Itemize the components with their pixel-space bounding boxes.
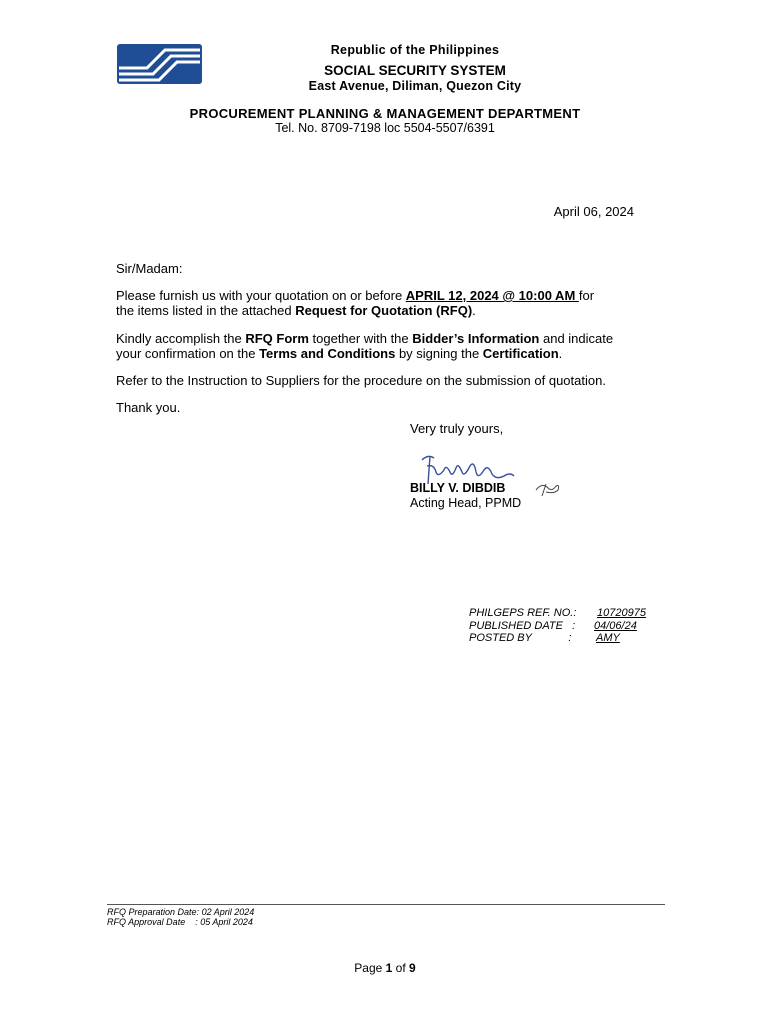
certification-label: Certification (482, 346, 559, 361)
text-segment: . (472, 303, 476, 318)
header-republic: Republic of the Philippines (330, 43, 500, 57)
posted-value: AMY (596, 632, 620, 644)
rfq-label: Request for Quotation (RFQ) (295, 303, 473, 318)
footer-dates (107, 907, 254, 927)
approval-value: 05 April 2024 (200, 917, 253, 927)
philgeps-value: 10720975 (597, 607, 646, 619)
ref-row-posted (469, 632, 646, 645)
footer-approval-row (107, 917, 254, 927)
closing: Very truly yours, (410, 421, 504, 436)
posted-label: POSTED BY : (469, 632, 572, 644)
thank-you: Thank you. (116, 400, 181, 415)
letter-date: April 06, 2024 (553, 204, 634, 219)
text-segment: Please furnish us with your quotation on or before (116, 288, 406, 303)
terms-label: Terms and Conditions (259, 346, 396, 361)
initials-mark (534, 480, 562, 498)
deadline: APRIL 12, 2024 @ 10:00 AM (405, 288, 579, 303)
salutation: Sir/Madam: (116, 261, 183, 276)
text-segment: together with the (308, 331, 413, 346)
bidders-info-label: Bidder’s Information (412, 331, 540, 346)
paragraph-instructions (116, 331, 613, 361)
footer-divider (107, 904, 665, 905)
text-segment: Kindly accomplish the (116, 331, 246, 346)
page-text: of (392, 961, 410, 975)
page-number (0, 961, 770, 975)
paragraph-quotation-request (116, 288, 594, 318)
text-segment: by signing the (395, 346, 483, 361)
text-segment: your confirmation on the (116, 346, 260, 361)
published-value: 04/06/24 (594, 619, 637, 632)
philgeps-references (469, 607, 646, 645)
header-telephone: Tel. No. 8709-7198 loc 5504-5507/6391 (275, 121, 495, 135)
header-address: East Avenue, Diliman, Quezon City (308, 79, 522, 93)
approval-label: RFQ Approval Date : (107, 917, 198, 927)
ref-row-philgeps (469, 607, 646, 620)
text-segment: the items listed in the attached (116, 303, 296, 318)
prep-value: 02 April 2024 (201, 907, 255, 917)
published-label: PUBLISHED DATE : (469, 619, 576, 632)
signatory-name: BILLY V. DIBDIB (410, 481, 506, 495)
text-segment: . (558, 346, 563, 361)
text-segment: for (578, 288, 595, 303)
philgeps-label: PHILGEPS REF. NO.: (469, 607, 577, 619)
paragraph-refer: Refer to the Instruction to Suppliers for the procedure on the submission of quotation. (116, 373, 606, 388)
signatory-title: Acting Head, PPMD (410, 496, 522, 510)
rfq-form-label: RFQ Form (245, 331, 309, 346)
text-segment: and indicate (539, 331, 614, 346)
page-text: Page (354, 961, 386, 975)
header-department: PROCUREMENT PLANNING & MANAGEMENT DEPARTMENT (189, 106, 581, 121)
ref-row-published (469, 620, 646, 633)
page-current: 1 (385, 961, 393, 975)
prep-label: RFQ Preparation Date: (107, 907, 200, 917)
footer-prep-row (107, 907, 254, 917)
page-total: 9 (409, 961, 416, 975)
header-agency: SOCIAL SECURITY SYSTEM (324, 63, 506, 78)
